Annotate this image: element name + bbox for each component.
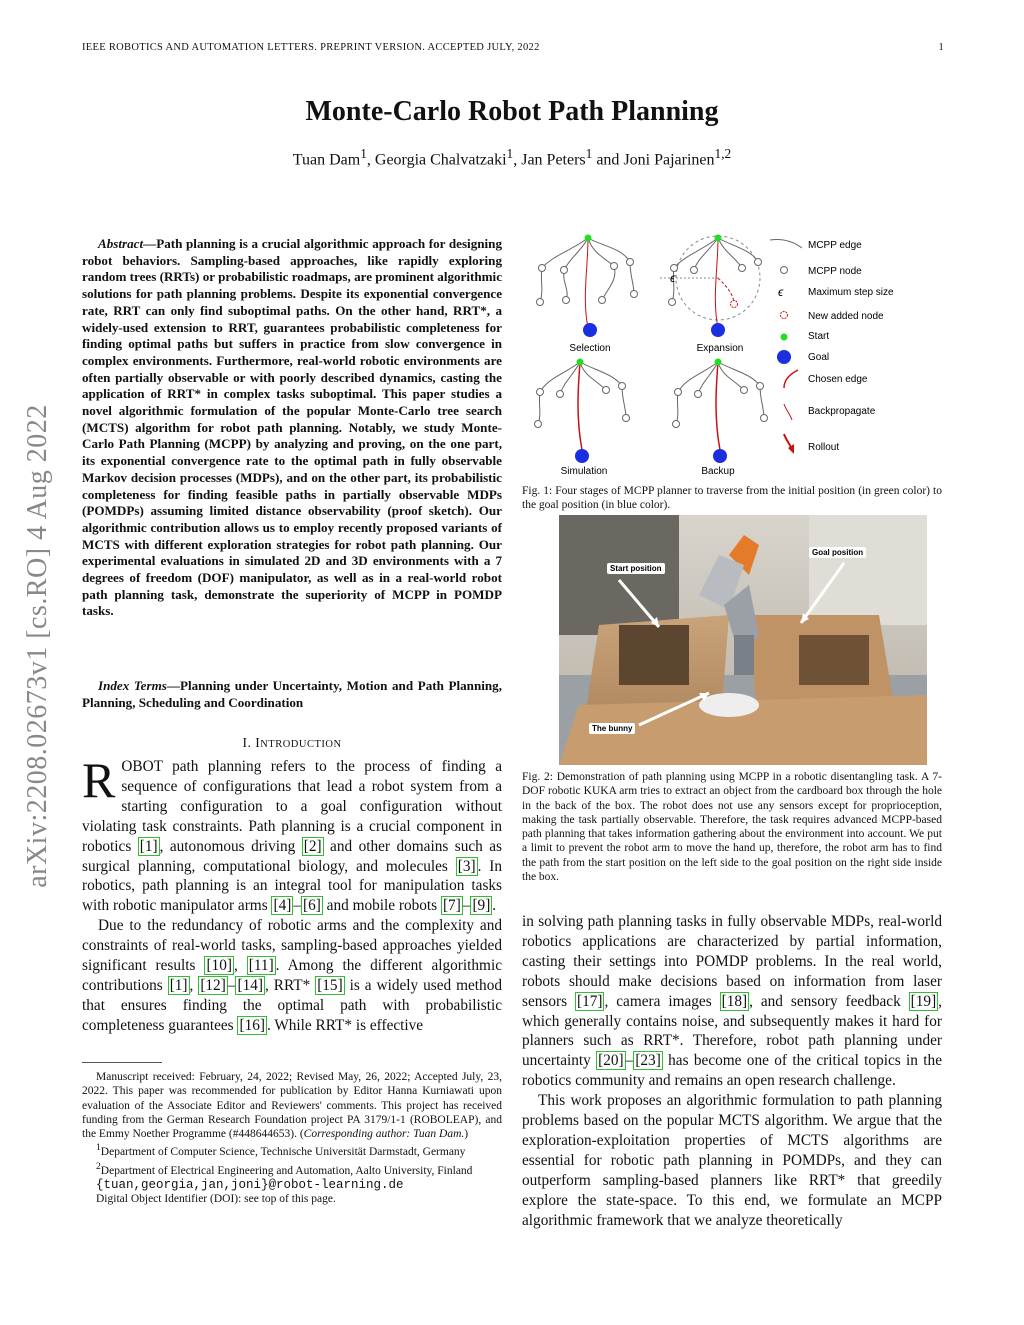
citation-link[interactable]: [18] <box>721 992 748 1010</box>
text-run: . While RRT* is effective <box>266 1016 424 1034</box>
start-node <box>585 235 592 242</box>
abstract-text: —Path planning is a crucial algorithmic approach for designing robot behaviors. Sampling-based approaches, like rapidly exploring random trees (RRTs) or probabilistic roadmaps, are prominent algorithmic solutions for path planning problems. Despite its exponential convergence rate, RRT can only find suboptimal paths. On the other hand, RRT*, a widely-used extension to RRT, guarantees probabilistic completeness for finding optimal paths but suffers in practice from slow convergence in complex environments. Furthermore, real-world robotic environments are often partially observable or with poorly described dynamics, casting the application of RRT* in complex tasks suboptimal. This paper studies a novel algorithmic formulation of the popular Monte-Carlo tree search (MCTS) algorithm for robot path planning. Notably, we study Monte-Carlo Path Planning (MCPP) by analyzing and proving, on the one part, its exponential convergence rate to the optimal path in fully observable Markov decision processes (MDPs), and on the other part, its probabilistic completeness for finding feasible paths in partially observable MDPs (POMDPs) assuming limited distance observability (proof sketch). Our algorithmic contribution allows us to employ recently proposed variants of MCTS with different exploration strategies for robot path planning. Our experimental evaluations in simulated 2D and 3D environments with a 7 degrees of freedom (DOF) manipulator, as well as in a real-world robot path planning task, demonstrate the superiority of MCPP in POMDP tasks. <box>82 236 502 619</box>
abstract-label: Abstract <box>98 236 144 251</box>
legend-label: Backpropagate <box>808 406 876 417</box>
goal-position-label: Goal position <box>809 547 866 558</box>
text-run: and mobile robots <box>322 897 441 915</box>
author-name: Tuan Dam <box>292 151 361 169</box>
text-run: . In robotics, path planning is an integral tool for manipulation tasks with robotic manipulator arms <box>82 857 502 915</box>
section-number: I. <box>242 735 256 750</box>
abstract <box>82 236 502 620</box>
citation-link[interactable]: [2] <box>303 837 322 855</box>
footnote-rule <box>82 1062 162 1063</box>
legend-label: MCPP edge <box>808 240 862 251</box>
affiliation-2 <box>82 1160 502 1178</box>
text-run: ) <box>464 1128 469 1141</box>
intro-paragraph <box>82 752 502 916</box>
affiliation-mark: 1 <box>96 1142 101 1154</box>
legend-label: Maximum step size <box>808 287 894 298</box>
author-affiliation-mark: 1 <box>506 146 514 161</box>
author-separator: and <box>592 151 624 169</box>
caption-text: Four stages of MCPP planner to traverse from the initial position (in green color) to the goal position (in blue color). <box>522 485 942 512</box>
figure-2-photo <box>559 515 927 765</box>
arxiv-stamp: arXiv:2208.02673v1 [cs.RO] 4 Aug 2022 <box>22 404 53 888</box>
section-heading <box>82 735 502 751</box>
paper-title: Monte-Carlo Robot Path Planning <box>305 96 719 127</box>
text-run: and other domains such as surgical planning, computational biology, and molecules <box>82 837 502 875</box>
drop-cap: R <box>82 752 116 808</box>
tree-selection <box>537 238 638 328</box>
goal-node <box>583 323 597 337</box>
citation-link[interactable]: [1] <box>169 976 188 994</box>
text-run: in solving path planning tasks in fully observable MDPs, real-world robotics applications are characterized by partial information, casting their settings into POMDP problems. In the real world, robots should make decisions based on information from laser sensors <box>522 913 942 1010</box>
author-name: Joni Pajarinen <box>623 151 715 169</box>
citation-link[interactable]: [12] <box>200 976 226 994</box>
footnotes <box>82 1070 502 1206</box>
start-node <box>715 359 722 366</box>
text-run: – <box>625 1052 634 1070</box>
author-affiliation-mark: 1 <box>360 146 367 161</box>
citation-link[interactable]: [23] <box>635 1052 661 1070</box>
citation-link[interactable]: [20] <box>598 1052 624 1070</box>
page-number: 1 <box>938 42 944 53</box>
legend-label: Chosen edge <box>808 374 868 385</box>
doi-note: Digital Object Identifier (DOI): see top of this page. <box>96 1193 336 1206</box>
citation-link[interactable]: [19] <box>910 992 937 1010</box>
legend-label: Rollout <box>808 442 840 453</box>
text-run: has become one of the critical topics in the robotics community and remains an open research challenge. <box>522 1052 942 1090</box>
citation-link[interactable]: [14] <box>237 976 263 994</box>
legend-label: Goal <box>808 352 830 363</box>
index-terms <box>82 678 502 711</box>
intro-paragraph <box>82 916 502 1035</box>
caption-label: Fig. 1: <box>522 485 553 497</box>
affiliation-1 <box>82 1141 502 1159</box>
start-node <box>715 235 722 242</box>
citation-link[interactable]: [15] <box>317 976 343 994</box>
text-run: . <box>492 897 497 915</box>
index-terms-label: Index Terms <box>98 678 167 693</box>
caption-label: Fig. 2: <box>522 771 553 783</box>
figure-2-caption <box>522 770 942 884</box>
citation-link[interactable]: [11] <box>248 957 274 975</box>
text-run: – <box>293 897 301 915</box>
start-position-label: Start position <box>607 563 665 574</box>
text-run: , <box>233 957 247 975</box>
corresponding-author: Corresponding author: Tuan Dam. <box>303 1128 465 1141</box>
text-run: , <box>189 976 199 994</box>
citation-link[interactable]: [4] <box>273 897 292 915</box>
epsilon-label: ϵ <box>778 285 784 299</box>
text-run: . Among the different algorithmic contributions <box>82 957 502 994</box>
legend-label: Start <box>808 331 830 342</box>
author-list <box>0 146 1024 169</box>
author-name: Jan Peters <box>521 151 586 169</box>
author-affiliation-mark: 1 <box>585 146 593 161</box>
mcpp-stages-diagram <box>522 228 942 483</box>
text-run: Manuscript received: February, 24, 2022; Revised May, 26, 2022; Accepted July, 23, 2022. This paper was recommended for publication by Editor Hanna Kurniawati upon evaluation of the Associate Editor and Reviewers' comments. This project has received funding from the German Research Foundation project PA 3179/1-1 (ROBOLEAP), and the Emmy Noether Programme (#448644653). ( <box>82 1071 502 1141</box>
text-run: – <box>227 976 236 994</box>
body-paragraph <box>522 912 942 1091</box>
citation-link[interactable]: [17] <box>576 992 603 1010</box>
introduction-body <box>82 752 502 1036</box>
epsilon-label: ϵ <box>670 271 676 285</box>
goal-node <box>711 323 725 337</box>
goal-node <box>713 449 727 463</box>
manuscript-note <box>82 1070 502 1141</box>
text-run: Department of Electrical Engineering and Automation, Aalto University, Finland <box>100 1164 473 1177</box>
right-column-body <box>522 912 942 1231</box>
goal-node <box>575 449 589 463</box>
text-run: Due to the redundancy of robotic arms and the complexity and constraints of real-world tasks, sampling-based approaches yielded significant results <box>82 917 502 975</box>
citation-link[interactable]: [10] <box>206 957 232 975</box>
text-run: – <box>462 897 471 915</box>
legend-label: New added node <box>808 311 884 322</box>
legend-label: MCPP node <box>808 266 862 277</box>
index-terms-text: —Planning under Uncertainty, Motion and Path Planning, Planning, Scheduling and Coordination <box>82 678 502 710</box>
affiliation-mark: 2 <box>96 1160 101 1172</box>
journal-header: IEEE ROBOTICS AND AUTOMATION LETTERS. PREPRINT VERSION. ACCEPTED JULY, 2022 <box>82 42 540 53</box>
figure-1 <box>522 228 942 483</box>
citation-link[interactable]: [6] <box>302 897 321 915</box>
author-separator: , <box>366 151 375 169</box>
tree-simulation <box>535 362 630 450</box>
running-header <box>82 42 944 53</box>
text-run: , RRT* <box>264 976 316 994</box>
body-paragraph: This work proposes an algorithmic formulation to path planning problems based on the popular MCTS algorithm. We argue that the exploration-exploitation properties of MCTS algorithms are essential for robotic path planning in POMDPs, and they can outperform sampling-based planners like RRT* that greedily explore the state-space. To this end, we formulate an MCPP algorithmic framework that we analyze theoretically <box>522 1092 942 1229</box>
text-run: Department of Computer Science, Technische Universität Darmstadt, Germany <box>100 1146 466 1159</box>
text-run: , which generally contains noise, and subsequently makes it hard for planners such as RRT*. Therefore, robot path planning under uncertainty <box>522 992 942 1070</box>
text-run: , camera images <box>604 992 720 1010</box>
author-separator: , <box>513 151 522 169</box>
text-run: OBOT path planning refers to the process of finding a sequence of configurations that lead a robot system from a starting configuration to a goal configuration without violating task constraints. Path planning is a crucial component in robotics <box>82 758 502 855</box>
author-name: Georgia Chalvatzaki <box>374 151 507 169</box>
author-affiliation-mark: 1,2 <box>714 146 732 161</box>
figure-1-caption <box>522 484 942 513</box>
panel-label: Selection <box>569 343 611 354</box>
citation-link[interactable]: [3] <box>457 857 476 875</box>
start-node <box>577 359 584 366</box>
text-run: , and sensory feedback <box>749 992 909 1010</box>
legend <box>770 239 894 454</box>
section-title-rest: NTRODUCTION <box>260 739 342 750</box>
text-run: , autonomous driving <box>159 837 302 855</box>
caption-text: Demonstration of path planning using MCPP in a robotic disentangling task. A 7-DOF robotic KUKA arm tries to extract an object from the cardboard box through the hole in the back of the box. The robot does not use any sensors except for proprioception, making the task partially observable. Therefore, the task requires advanced MCPP-based path planning that takes information gathering about the environment into account. We put a limit to prevent the robot arm to move the hand up, therefore, the robot arm has to find the path from the start position on the left side to the goal position on the right side inside the box. <box>522 771 942 884</box>
citation-link[interactable]: [7] <box>442 897 461 915</box>
citation-link[interactable]: [9] <box>472 897 491 915</box>
panel-label: Expansion <box>696 343 744 354</box>
text-run: is a widely used method that ensures finding the optimal path with probabilistic completeness guarantees <box>82 976 502 1034</box>
email-addresses[interactable]: {tuan,georgia,jan,joni}@robot-learning.de <box>96 1177 404 1192</box>
citation-link[interactable]: [1] <box>139 837 158 855</box>
tree-backup <box>673 362 768 450</box>
panel-label: Simulation <box>560 466 608 477</box>
bunny-label: The bunny <box>589 723 635 734</box>
citation-link[interactable]: [16] <box>239 1016 265 1034</box>
section-title-initial: I <box>255 735 261 750</box>
panel-label: Backup <box>701 466 735 477</box>
